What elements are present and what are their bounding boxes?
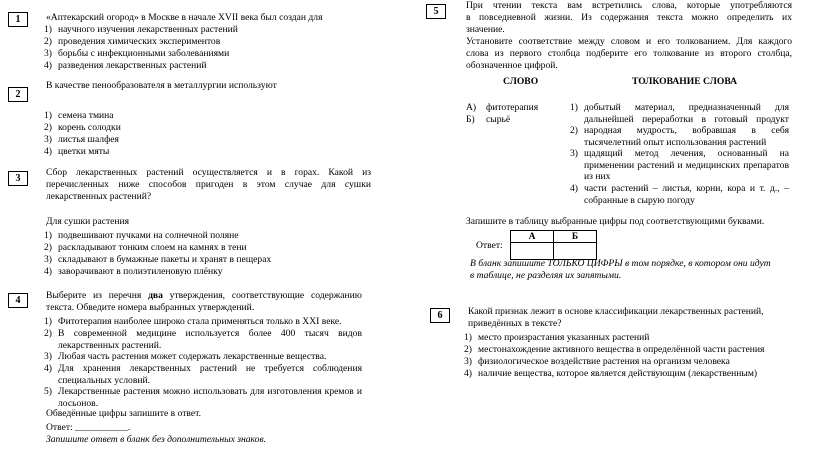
- q3-option-1[interactable]: [44, 230, 384, 242]
- option-number: 2): [44, 122, 52, 133]
- q6-option-1[interactable]: [464, 332, 794, 344]
- question-5-note-line-1: В бланк запишите ТОЛЬКО ЦИФРЫ в том порядке, в котором они идут: [470, 258, 771, 269]
- question-5-line-5: слова из первого столбца подберите его толкование из второго столбца,: [466, 48, 792, 59]
- question-number-6: 6: [430, 308, 450, 323]
- question-number-1: 1: [8, 12, 28, 27]
- question-6-line-1: Какой признак лежит в основе классификации лекарственных растений,: [468, 306, 764, 317]
- option-number: 1): [44, 110, 52, 121]
- option-number: 4): [44, 60, 52, 71]
- answer-cell-b[interactable]: [554, 243, 597, 260]
- question-number-2: 2: [8, 87, 28, 102]
- question-3-line-2: перечисленных ниже способов пригоден в этом случае для сушки: [46, 179, 371, 190]
- option-number: 3): [44, 48, 52, 59]
- option-number: 3): [44, 351, 52, 362]
- answer-header-a: А: [511, 231, 554, 243]
- option-text: научного изучения лекарственных растений: [58, 24, 238, 35]
- answer-cell-a[interactable]: [511, 243, 554, 260]
- question-5-answer-label: Ответ:: [476, 240, 503, 251]
- column-header-word: СЛОВО: [503, 76, 539, 87]
- option-text: физиологическое воздействие растения на организм человека: [478, 356, 730, 367]
- word-a: А) фитотерапия: [466, 102, 539, 113]
- q1-option-1[interactable]: [44, 24, 384, 36]
- q3-option-3[interactable]: [44, 254, 384, 266]
- option-number: 1): [44, 24, 52, 35]
- question-4-line-1: Выберите из перечня два утверждения, соответствующие содержанию: [46, 290, 362, 301]
- option-text: Любая часть растения может содержать лекарственные вещества.: [58, 351, 327, 362]
- option-number: 2): [44, 242, 52, 253]
- meaning-1: 1) добытый материал, предназначенный для дальнейшей переработки в готовый продукт: [570, 102, 789, 125]
- option-number: 2): [464, 344, 472, 355]
- option-number: 4): [44, 266, 52, 277]
- q4-option-1[interactable]: [44, 316, 362, 328]
- answer-header-b: Б: [554, 231, 597, 243]
- option-number: 2): [44, 36, 52, 47]
- option-number: 5): [44, 386, 52, 397]
- option-number: 1): [464, 332, 472, 343]
- option-text: наличие вещества, которое является действующим (лекарственным): [478, 368, 758, 379]
- option-number: 3): [44, 254, 52, 265]
- option-number: 2): [44, 328, 52, 339]
- answer-table: [510, 230, 597, 260]
- q6-option-4[interactable]: [464, 368, 794, 380]
- q1-option-4[interactable]: [44, 60, 384, 72]
- question-5-line-4: Установите соответствие между словом и его толкованием. Для каждого: [466, 36, 792, 47]
- question-4-note: Запишите ответ в бланк без дополнительных знаков.: [46, 434, 267, 445]
- question-number-5: 5: [426, 4, 446, 19]
- q6-option-2[interactable]: [464, 344, 794, 356]
- question-number-4: 4: [8, 293, 28, 308]
- question-5-note-line-2: в таблице, не разделяя их запятыми.: [470, 270, 622, 281]
- q6-option-3[interactable]: [464, 356, 794, 368]
- option-number: 4): [44, 363, 52, 374]
- question-4-line-2: текста. Обведите номера выбранных утверждений.: [46, 302, 255, 313]
- q4-option-5[interactable]: [44, 386, 362, 410]
- option-number: 3): [44, 134, 52, 145]
- option-number: 1): [44, 316, 52, 327]
- q3-option-4[interactable]: [44, 266, 384, 278]
- meaning-2: 2) народная мудрость, вобравшая в себя тысячелетний опыт использования растений: [570, 125, 789, 148]
- question-5-line-2: в повседневной жизни. Из содержания текста можно определить их: [466, 12, 792, 23]
- option-text: борьбы с инфекционными заболеваниями: [58, 48, 230, 59]
- question-3-subhead: Для сушки растения: [46, 216, 130, 227]
- question-5-line-1: При чтении текста вам встретились слова, которые употребляются: [466, 0, 792, 11]
- q4-option-3[interactable]: [44, 351, 362, 363]
- emphasis-two: два: [148, 290, 163, 301]
- q2-option-4[interactable]: [44, 146, 384, 158]
- question-5-line-6: обозначенное цифрой.: [466, 60, 558, 71]
- word-b: Б) сырьё: [466, 114, 511, 125]
- q2-option-3[interactable]: [44, 134, 384, 146]
- question-4-circled-instruction: Обведённые цифры запишите в ответ.: [46, 408, 202, 419]
- option-text: Фитотерапия наиболее широко стала применяться только в XXI веке.: [58, 316, 342, 327]
- option-number: 1): [44, 230, 52, 241]
- option-text: место произрастания указанных растений: [478, 332, 650, 343]
- q2-option-1[interactable]: [44, 110, 384, 122]
- option-text: цветки мяты: [58, 146, 110, 157]
- question-3-line-3: лекарственных растений?: [46, 191, 152, 202]
- question-3-line-1: Сбор лекарственных растений осуществляется и в горах. Какой из: [46, 167, 371, 178]
- meaning-3: 3) щадящий метод лечения, основанный на применении растений и медицинских препаратов из них: [570, 148, 789, 183]
- q2-option-2[interactable]: [44, 122, 384, 134]
- option-number: 3): [464, 356, 472, 367]
- option-text: складывают в бумажные пакеты и хранят в пещерах: [58, 254, 272, 265]
- option-number: 4): [464, 368, 472, 379]
- question-5-line-3: значение.: [466, 24, 505, 35]
- question-5-instruction: Запишите в таблицу выбранные цифры под соответствующими буквами.: [466, 216, 765, 227]
- option-text: корень солодки: [58, 122, 121, 133]
- q4-option-4[interactable]: [44, 363, 362, 387]
- option-text: местонахождение активного вещества в определённой части растения: [478, 344, 765, 355]
- option-text: листья шалфея: [58, 134, 119, 145]
- option-number: 4): [44, 146, 52, 157]
- option-text: раскладывают тонким слоем на камнях в тени: [58, 242, 247, 253]
- option-text: проведения химических экспериментов: [58, 36, 221, 47]
- option-text: семена тмина: [58, 110, 114, 121]
- option-text: Лекарственные растения можно использовать для изготовления кремов и лосьонов.: [58, 386, 362, 409]
- option-text: разведения лекарственных растений: [58, 60, 207, 71]
- question-6-line-2: приведённых в тексте?: [468, 318, 562, 329]
- q4-option-2[interactable]: [44, 328, 362, 352]
- option-text: заворачивают в полиэтиленовую плёнку: [58, 266, 223, 277]
- option-text: В современной медицине используется более 400 тысяч видов лекарственных растений.: [58, 328, 362, 351]
- column-header-meaning: ТОЛКОВАНИЕ СЛОВА: [632, 76, 738, 87]
- q1-option-2[interactable]: [44, 36, 384, 48]
- question-4-answer-field[interactable]: Ответ: ___________.: [46, 422, 131, 433]
- question-1-text: «Аптекарский огород» в Москве в начале XVII века был создан для: [46, 12, 323, 23]
- question-2-text: В качестве пенообразователя в металлургии используют: [46, 80, 277, 91]
- question-number-3: 3: [8, 171, 28, 186]
- q1-option-3[interactable]: [44, 48, 384, 60]
- option-text: Для хранения лекарственных растений не требуется соблюдения специальных условий.: [58, 363, 362, 386]
- option-text: подвешивают пучками на солнечной поляне: [58, 230, 239, 241]
- q3-option-2[interactable]: [44, 242, 384, 254]
- meaning-4: 4) части растений – листья, корни, кора и т. д., – собранные в сырую погоду: [570, 183, 789, 206]
